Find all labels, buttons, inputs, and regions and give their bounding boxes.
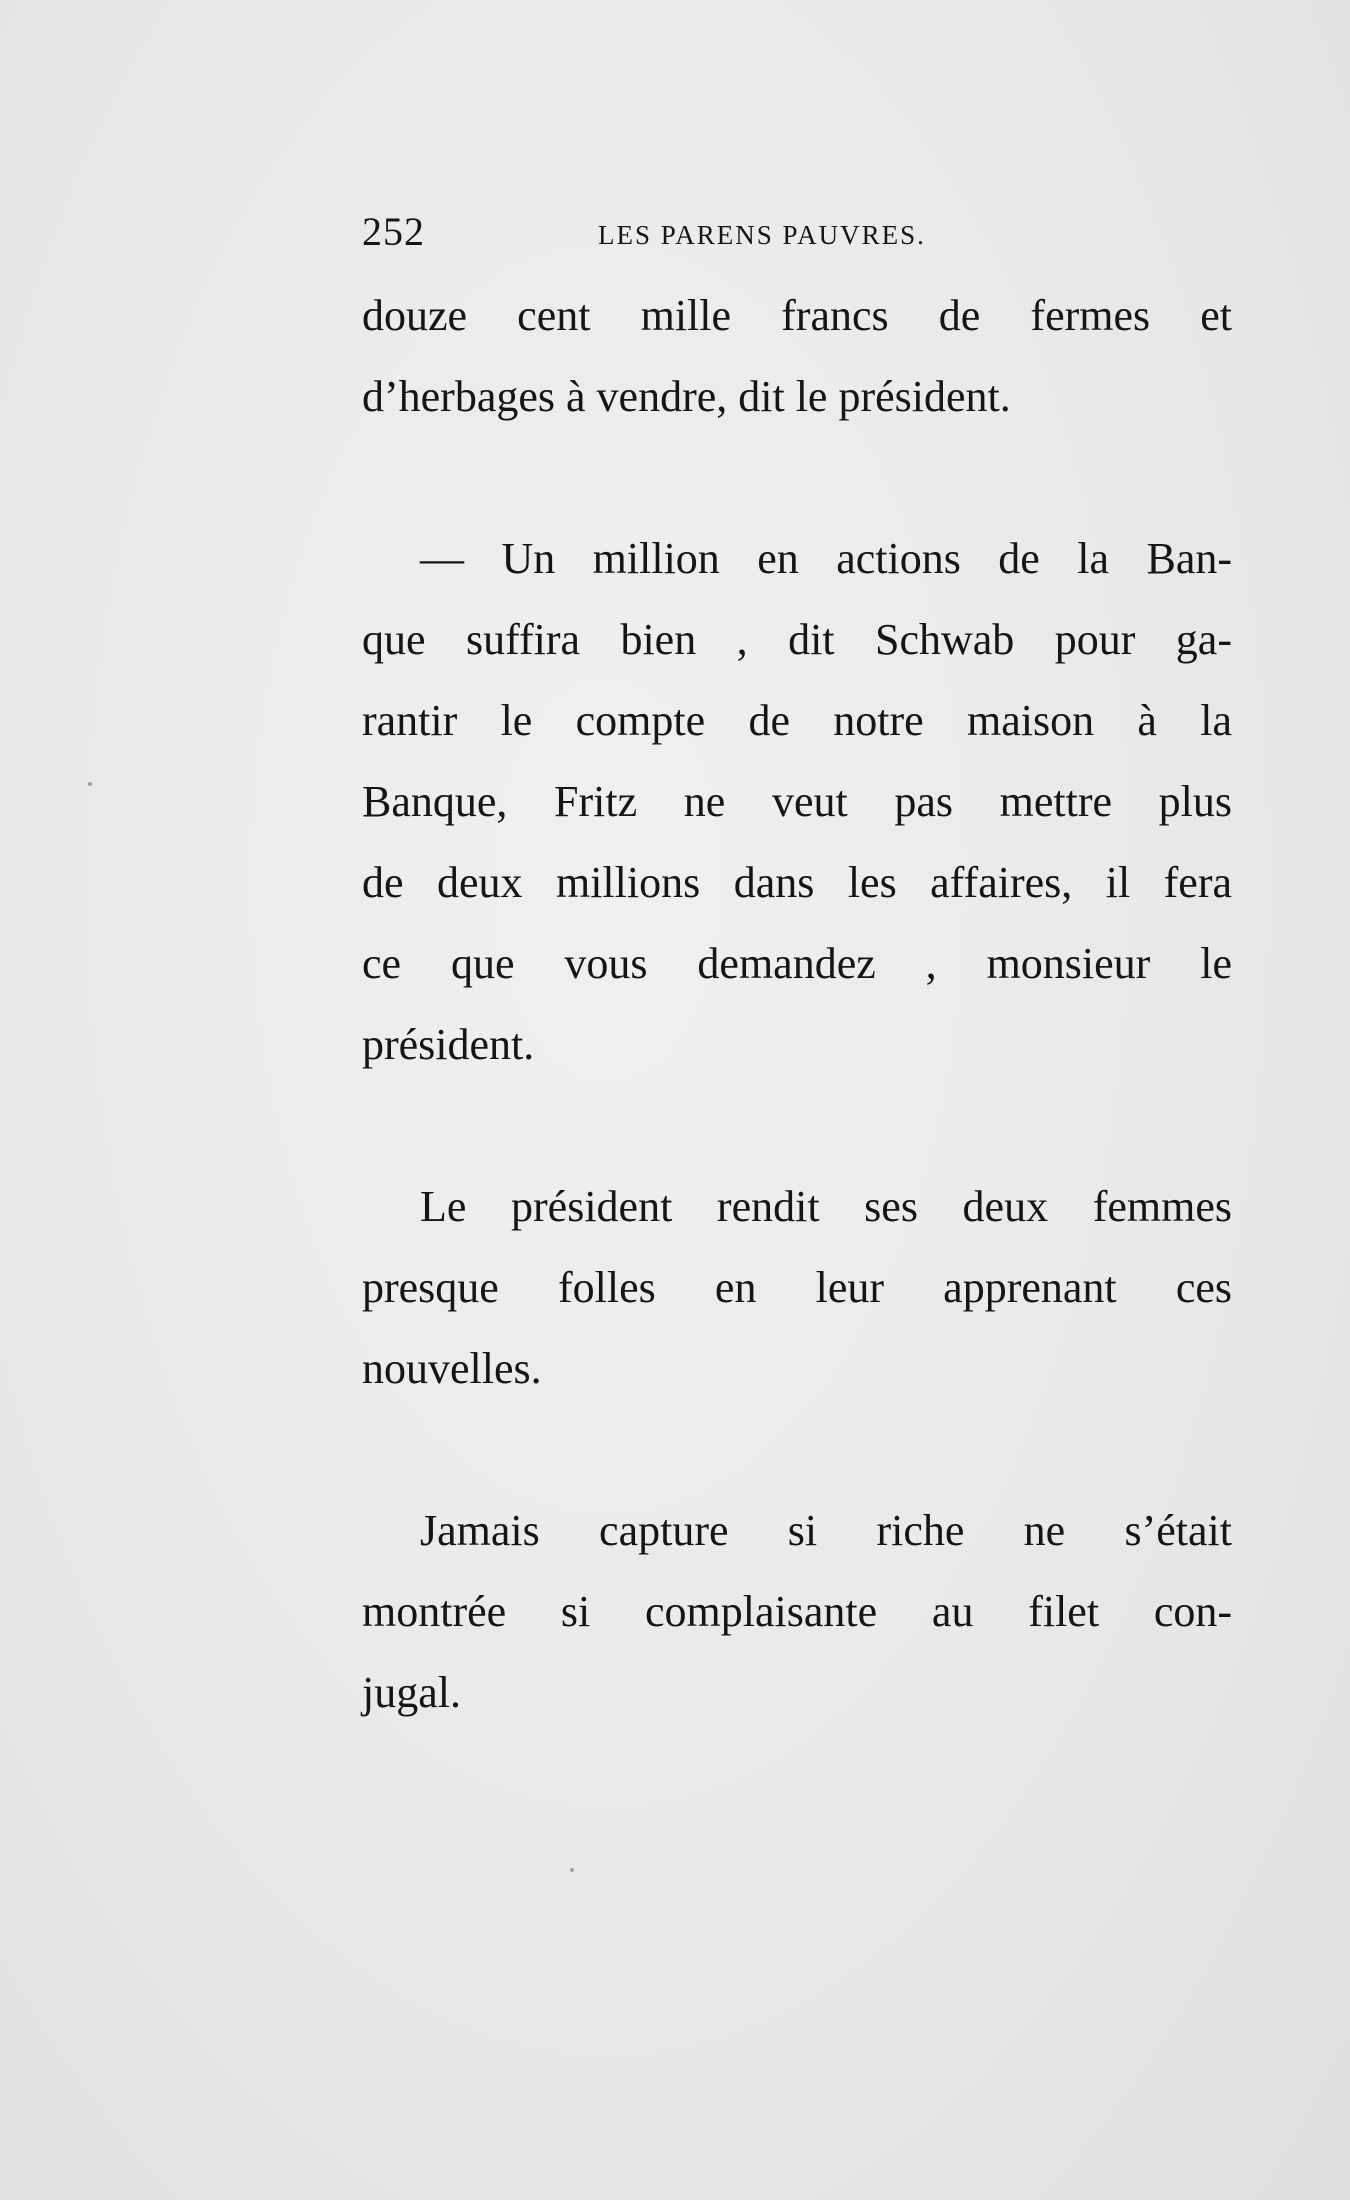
text-line: Banque, Fritz ne veut pas mettre plus <box>362 777 1232 826</box>
running-title: LES PARENS PAUVRES. <box>598 220 926 250</box>
text-line: Jamais capture si riche ne s’était <box>420 1506 1232 1555</box>
page-header <box>362 208 1242 258</box>
text-line: montrée si complaisante au filet con- <box>362 1587 1232 1636</box>
text-line: jugal. <box>362 1668 461 1717</box>
page-number: 252 <box>362 209 425 254</box>
text-line: président. <box>362 1020 535 1069</box>
paragraph-gap <box>362 1409 1232 1490</box>
paper-speck <box>88 782 92 786</box>
text-line: presque folles en leur apprenant ces <box>362 1263 1232 1312</box>
text-line: rantir le compte de notre maison à la <box>362 696 1232 745</box>
paragraph-gap <box>362 437 1232 518</box>
paper-speck <box>570 1868 574 1872</box>
text-line: douze cent mille francs de fermes et <box>362 291 1232 340</box>
text-line: nouvelles. <box>362 1344 542 1393</box>
text-line: — Un million en actions de la Ban- <box>420 534 1232 583</box>
text-line: Le président rendit ses deux femmes <box>420 1182 1232 1231</box>
text-line: ce que vous demandez , monsieur le <box>362 939 1232 988</box>
body-text <box>362 275 1232 1733</box>
text-line: de deux millions dans les affaires, il fera <box>362 858 1232 907</box>
paragraph-gap <box>362 1085 1232 1166</box>
text-line: d’herbages à vendre, dit le président. <box>362 372 1011 421</box>
text-line: que suffira bien , dit Schwab pour ga- <box>362 615 1232 664</box>
